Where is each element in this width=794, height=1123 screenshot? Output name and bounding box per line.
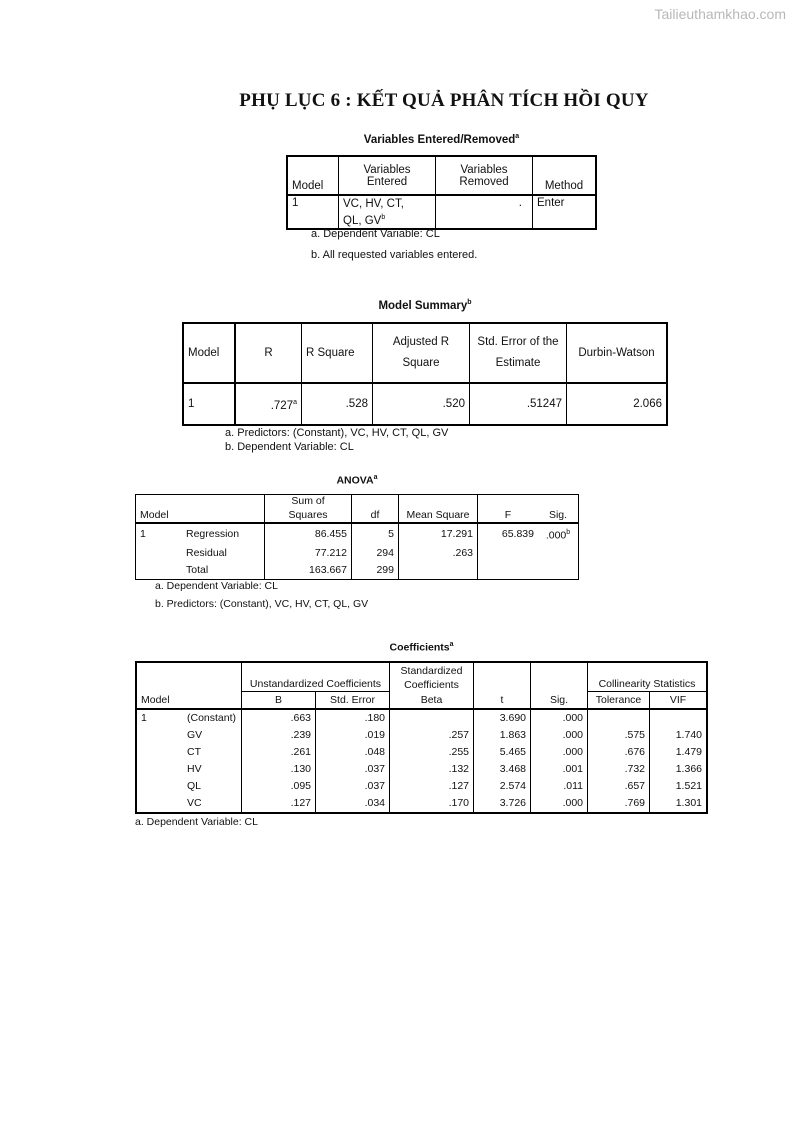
cell-beta: .127 — [390, 778, 474, 795]
header-collinearity: Collinearity Statistics — [588, 662, 708, 692]
cell-f — [478, 545, 539, 562]
header-f: F — [478, 508, 539, 523]
cell-tolerance — [588, 709, 650, 727]
cell-model-no: 1 — [140, 527, 146, 540]
variables-entered-table — [286, 155, 597, 230]
coefficients-title — [135, 641, 708, 654]
header-beta: Beta — [390, 692, 474, 710]
header-b: B — [242, 692, 316, 710]
table-row — [136, 778, 707, 795]
cell-std-error: .51247 — [470, 383, 567, 425]
cell-model-no: 1 — [141, 712, 147, 724]
variables-entered-title-sup: a — [515, 133, 520, 140]
cell-df: 5 — [352, 523, 399, 545]
cell-label: QL — [187, 780, 202, 792]
cell-variables-removed: . — [436, 195, 533, 229]
r-sup: a — [293, 398, 297, 406]
cell-r — [235, 383, 302, 425]
cell-b: .663 — [242, 709, 316, 727]
header-r-square: R Square — [302, 323, 373, 383]
cell-r-square: .528 — [302, 383, 373, 425]
entered-sup: b — [381, 214, 386, 221]
cell-f: 65.839 — [478, 523, 539, 545]
coefficients-table — [135, 661, 708, 814]
header-mean-square: Mean Square — [399, 508, 478, 523]
cell-label: CT — [187, 746, 201, 758]
cell-sig: .000 — [531, 709, 588, 727]
cell-df: 299 — [352, 562, 399, 580]
coefficients-title-sup: a — [449, 641, 454, 648]
cell-sig: .000 — [531, 744, 588, 761]
cell-label: GV — [187, 729, 203, 741]
cell-vif: 1.366 — [650, 761, 708, 778]
cell-tolerance: .732 — [588, 761, 650, 778]
anova-table — [135, 494, 579, 580]
cell-sig: .000 — [531, 727, 588, 744]
cell-b: .130 — [242, 761, 316, 778]
anova-note-b: b. Predictors: (Constant), VC, HV, CT, QL, GV — [155, 598, 369, 610]
cell-model: 1 — [183, 383, 235, 425]
watermark-text: Tailieuthamkhao.com — [654, 6, 786, 22]
header-sig: Sig. — [538, 508, 579, 523]
table-row — [136, 795, 707, 813]
cell-adjusted-r-square: .520 — [373, 383, 470, 425]
cell-b: .127 — [242, 795, 316, 813]
table-row — [136, 744, 707, 761]
cell-sum-sq: 86.455 — [265, 523, 352, 545]
cell-se: .037 — [316, 761, 390, 778]
anova-title-sup: a — [373, 474, 378, 481]
model-summary-note-b: b. Dependent Variable: CL — [225, 441, 354, 453]
cell-beta: .170 — [390, 795, 474, 813]
cell-mean-sq: .263 — [399, 545, 478, 562]
cell-tolerance: .769 — [588, 795, 650, 813]
anova-title — [135, 474, 579, 487]
sig-value: .000 — [545, 529, 567, 542]
cell-beta — [390, 709, 474, 727]
cell-beta: .255 — [390, 744, 474, 761]
cell-vif: 1.301 — [650, 795, 708, 813]
sig-sup: b — [566, 529, 571, 536]
header-adjusted-r-square: Adjusted R Square — [373, 323, 470, 383]
cell-method: Enter — [533, 195, 597, 229]
cell-b: .261 — [242, 744, 316, 761]
cell-t: 2.574 — [474, 778, 531, 795]
cell-durbin-watson: 2.066 — [567, 383, 668, 425]
header-vif: VIF — [650, 692, 708, 710]
header-std-error: Std. Error of the Estimate — [470, 323, 567, 383]
header-sum-of-1: Sum of — [265, 495, 352, 509]
table-row — [136, 727, 707, 744]
cell-t: 3.726 — [474, 795, 531, 813]
cell-se: .034 — [316, 795, 390, 813]
cell-se: .180 — [316, 709, 390, 727]
cell-se: .037 — [316, 778, 390, 795]
model-summary-title-text: Model Summary — [378, 299, 468, 312]
cell-mean-sq — [399, 562, 478, 580]
entered-line-2: QL, GV — [343, 214, 382, 227]
header-unstandardized: Unstandardized Coefficients — [242, 662, 390, 692]
anova-note-a: a. Dependent Variable: CL — [155, 580, 278, 592]
cell-tolerance: .676 — [588, 744, 650, 761]
variables-entered-note-b: b. All requested variables entered. — [311, 249, 478, 261]
header-variables-entered: Variables Entered — [339, 156, 436, 195]
header-standardized — [390, 662, 474, 692]
cell-b: .095 — [242, 778, 316, 795]
page-title: PHỤ LỤC 6 : KẾT QUẢ PHÂN TÍCH HỒI QUY — [239, 90, 649, 111]
table-row — [136, 545, 579, 562]
header-sum-of-2: Squares — [265, 508, 352, 523]
cell-se: .019 — [316, 727, 390, 744]
header-sig: Sig. — [531, 692, 588, 710]
header-r: R — [235, 323, 302, 383]
model-summary-table — [182, 322, 668, 426]
header-model: Model — [136, 508, 183, 523]
header-tolerance: Tolerance — [588, 692, 650, 710]
cell-label: HV — [187, 763, 202, 775]
cell-sig — [538, 562, 579, 580]
model-summary-title — [182, 299, 668, 312]
cell-label: (Constant) — [187, 712, 237, 724]
cell-sig: .000 — [531, 795, 588, 813]
table-row — [136, 709, 707, 727]
cell-t: 3.468 — [474, 761, 531, 778]
coefficients-title-text: Coefficients — [389, 641, 450, 654]
header-df: df — [352, 508, 399, 523]
cell-t: 5.465 — [474, 744, 531, 761]
table-row — [136, 761, 707, 778]
cell-df: 294 — [352, 545, 399, 562]
cell-variables-entered — [339, 195, 436, 229]
cell-mean-sq: 17.291 — [399, 523, 478, 545]
header-model: Model — [287, 156, 339, 195]
cell-sum-sq: 77.212 — [265, 545, 352, 562]
model-summary-title-sup: b — [467, 299, 472, 306]
cell-vif — [650, 709, 708, 727]
variables-entered-note-a: a. Dependent Variable: CL — [311, 228, 440, 240]
cell-tolerance: .657 — [588, 778, 650, 795]
header-standardized-1: Standardized — [400, 664, 463, 677]
header-model: Model — [183, 323, 235, 383]
cell-label: Residual — [186, 546, 227, 559]
cell-t: 1.863 — [474, 727, 531, 744]
header-durbin-watson: Durbin-Watson — [567, 323, 668, 383]
variables-entered-title-text: Variables Entered/Removed — [363, 133, 516, 146]
table-row — [136, 523, 579, 545]
cell-t: 3.690 — [474, 709, 531, 727]
header-variables-removed: Variables Removed — [436, 156, 533, 195]
variables-entered-title — [286, 133, 597, 146]
cell-model: 1 — [287, 195, 339, 229]
cell-sig — [538, 523, 579, 545]
header-standardized-2: Coefficients — [404, 678, 459, 691]
header-std-error: Std. Error — [316, 692, 390, 710]
coefficients-note-a: a. Dependent Variable: CL — [135, 816, 258, 828]
r-value: .727 — [270, 399, 294, 412]
cell-beta: .257 — [390, 727, 474, 744]
cell-label: Regression — [186, 527, 240, 540]
cell-beta: .132 — [390, 761, 474, 778]
model-summary-note-a: a. Predictors: (Constant), VC, HV, CT, QL, GV — [225, 427, 449, 439]
anova-title-text: ANOVA — [336, 474, 374, 487]
cell-tolerance: .575 — [588, 727, 650, 744]
header-method: Method — [533, 156, 597, 195]
cell-f — [478, 562, 539, 580]
cell-label: Total — [186, 563, 209, 576]
cell-b: .239 — [242, 727, 316, 744]
header-model: Model — [136, 692, 183, 710]
cell-se: .048 — [316, 744, 390, 761]
cell-sig — [538, 545, 579, 562]
cell-vif: 1.479 — [650, 744, 708, 761]
cell-label: VC — [187, 797, 202, 809]
cell-sig: .001 — [531, 761, 588, 778]
cell-sig: .011 — [531, 778, 588, 795]
table-row — [136, 562, 579, 580]
cell-vif: 1.740 — [650, 727, 708, 744]
cell-vif: 1.521 — [650, 778, 708, 795]
entered-line-1: VC, HV, CT, — [343, 198, 404, 210]
header-t: t — [474, 692, 531, 710]
cell-sum-sq: 163.667 — [265, 562, 352, 580]
